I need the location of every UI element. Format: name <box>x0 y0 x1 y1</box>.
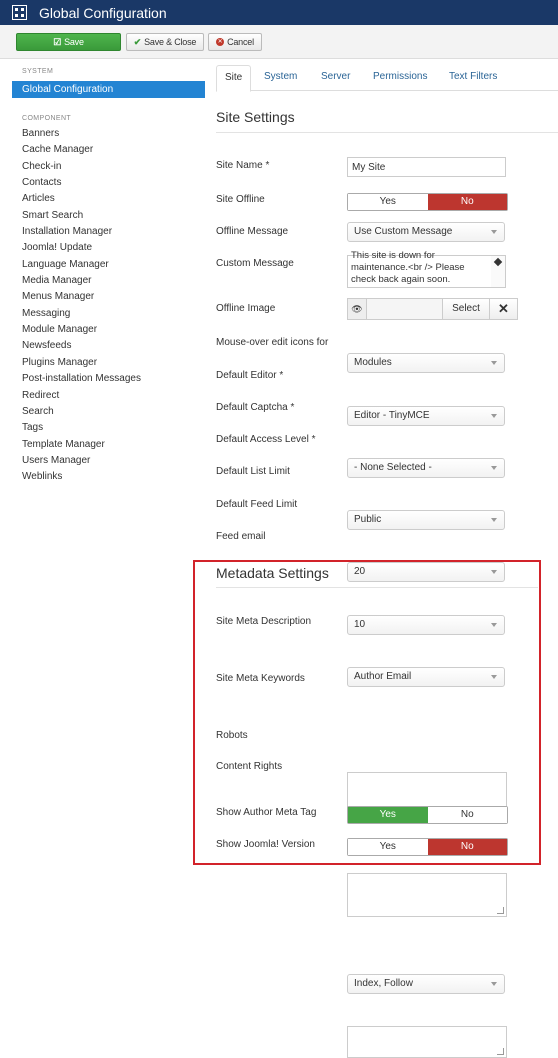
sidebar-heading-component: COMPONENT <box>22 115 72 122</box>
tab-text-filters[interactable]: Text Filters <box>449 71 498 82</box>
sidebar-item-tags[interactable]: Tags <box>22 422 44 434</box>
site-offline-no[interactable]: No <box>428 194 508 210</box>
tab-permissions[interactable]: Permissions <box>373 71 428 82</box>
offline-message-select[interactable] <box>347 222 505 242</box>
default-editor-select[interactable] <box>347 406 505 426</box>
default-captcha-value: - None Selected - <box>354 462 432 473</box>
save-close-label: Save & Close <box>144 37 197 47</box>
offline-image-path <box>367 298 443 320</box>
site-offline-yes[interactable]: Yes <box>348 194 428 210</box>
sidebar-item-weblinks[interactable]: Weblinks <box>22 471 63 483</box>
site-name-input[interactable]: My Site <box>347 157 506 177</box>
site-offline-label: Site Offline <box>216 194 265 205</box>
mouseover-icons-value: Modules <box>354 357 392 368</box>
sidebar-item-post-installation-messages[interactable]: Post-installation Messages <box>22 373 141 385</box>
feed-email-value: Author Email <box>354 671 412 682</box>
custom-message-label: Custom Message <box>216 258 294 269</box>
sidebar-item-contacts[interactable]: Contacts <box>22 177 62 189</box>
chevron-down-icon <box>491 982 497 986</box>
cancel-icon: ✕ <box>217 39 223 45</box>
title-bar <box>0 0 558 25</box>
sidebar-heading-system: SYSTEM <box>22 68 54 75</box>
meta-description-label: Site Meta Description <box>216 616 312 627</box>
sidebar-item-search[interactable]: Search <box>22 405 54 417</box>
sidebar-item-global-configuration[interactable]: Global Configuration <box>12 81 205 98</box>
offline-image-clear-button[interactable]: ✕ <box>490 298 518 320</box>
sidebar-item-joomla-update[interactable]: Joomla! Update <box>22 242 93 254</box>
check-icon: ✔ <box>133 36 142 47</box>
resize-grip-icon[interactable] <box>497 1048 504 1055</box>
eye-icon[interactable]: 👁 <box>347 298 367 320</box>
show-author-label: Show Author Meta Tag <box>216 807 317 818</box>
sidebar-item-articles[interactable]: Articles <box>22 193 55 205</box>
show-author-yes[interactable]: Yes <box>348 807 428 823</box>
metadata-settings-divider <box>216 587 538 588</box>
page-title: Global Configuration <box>39 4 167 21</box>
default-access-select[interactable] <box>347 510 505 530</box>
robots-select[interactable] <box>347 974 505 994</box>
show-version-label: Show Joomla! Version <box>216 839 315 850</box>
default-access-label: Default Access Level * <box>216 434 316 445</box>
sidebar-item-messaging[interactable]: Messaging <box>22 307 71 319</box>
sidebar-item-newsfeeds[interactable]: Newsfeeds <box>22 340 72 352</box>
default-access-value: Public <box>354 514 382 525</box>
grid-icon <box>12 5 27 20</box>
sidebar-item-cache-manager[interactable]: Cache Manager <box>22 144 94 156</box>
metadata-settings-heading: Metadata Settings <box>216 565 329 581</box>
save-icon: ☑ <box>53 36 62 47</box>
list-limit-value: 20 <box>354 566 366 577</box>
custom-message-textarea[interactable] <box>347 250 506 288</box>
content-rights-label: Content Rights <box>216 761 283 772</box>
tab-server[interactable]: Server <box>321 71 351 82</box>
site-settings-divider <box>216 132 558 133</box>
mouseover-icons-label: Mouse-over edit icons for <box>216 337 329 348</box>
feed-limit-label: Default Feed Limit <box>216 499 298 510</box>
sidebar-item-language-manager[interactable]: Language Manager <box>22 258 109 270</box>
sidebar-item-smart-search[interactable]: Smart Search <box>22 209 84 221</box>
chevron-down-icon <box>491 414 497 418</box>
save-close-button[interactable] <box>126 33 204 51</box>
default-editor-value: Editor - TinyMCE <box>354 410 430 421</box>
list-limit-label: Default List Limit <box>216 466 290 477</box>
tab-site[interactable]: Site <box>216 65 251 92</box>
offline-image-field <box>347 298 518 320</box>
offline-image-select-button[interactable]: Select <box>443 298 490 320</box>
sidebar-item-check-in[interactable]: Check-in <box>22 160 62 172</box>
tab-system[interactable]: System <box>264 71 298 82</box>
offline-image-label: Offline Image <box>216 303 276 314</box>
cancel-label: Cancel <box>227 37 254 47</box>
default-editor-label: Default Editor * <box>216 370 284 381</box>
resize-grip-icon[interactable] <box>497 907 504 914</box>
sidebar-item-plugins-manager[interactable]: Plugins Manager <box>22 356 98 368</box>
site-settings-heading: Site Settings <box>216 109 295 125</box>
sidebar-item-template-manager[interactable]: Template Manager <box>22 438 105 450</box>
default-captcha-label: Default Captcha * <box>216 402 295 413</box>
sidebar-component-list <box>12 126 205 486</box>
cancel-button[interactable] <box>208 33 262 51</box>
show-version-toggle[interactable] <box>347 838 508 856</box>
feed-email-label: Feed email <box>216 531 266 542</box>
sidebar <box>12 66 205 486</box>
show-version-no[interactable]: No <box>428 839 508 855</box>
offline-message-label: Offline Message <box>216 226 289 237</box>
chevron-down-icon <box>491 230 497 234</box>
default-captcha-select[interactable] <box>347 458 505 478</box>
tab-bar <box>216 65 558 91</box>
chevron-down-icon <box>491 518 497 522</box>
sidebar-item-media-manager[interactable]: Media Manager <box>22 275 92 287</box>
save-label: Save <box>64 37 84 47</box>
robots-value: Index, Follow <box>354 978 413 989</box>
meta-keywords-textarea[interactable] <box>347 873 507 917</box>
content-rights-textarea[interactable] <box>347 1026 507 1058</box>
show-version-yes[interactable]: Yes <box>348 839 428 855</box>
site-offline-toggle[interactable] <box>347 193 508 211</box>
meta-keywords-label: Site Meta Keywords <box>216 673 305 684</box>
robots-label: Robots <box>216 730 248 741</box>
offline-message-value: Use Custom Message <box>354 226 453 237</box>
sidebar-item-module-manager[interactable]: Module Manager <box>22 324 98 336</box>
toolbar <box>0 25 558 59</box>
save-button[interactable] <box>16 33 121 51</box>
sidebar-item-redirect[interactable]: Redirect <box>22 389 60 401</box>
sidebar-item-installation-manager[interactable]: Installation Manager <box>22 226 113 238</box>
show-author-toggle[interactable] <box>347 806 508 824</box>
site-name-label: Site Name * <box>216 160 270 171</box>
mouseover-icons-select[interactable] <box>347 353 505 373</box>
show-author-no[interactable]: No <box>428 807 508 823</box>
custom-message-text: This site is down for maintenance.<br /> Please check back again soon. <box>351 250 465 285</box>
sidebar-item-menus-manager[interactable]: Menus Manager <box>22 291 95 303</box>
chevron-down-icon <box>491 361 497 365</box>
sidebar-item-users-manager[interactable]: Users Manager <box>22 454 91 466</box>
feed-limit-value: 10 <box>354 619 366 630</box>
chevron-down-icon <box>491 466 497 470</box>
sidebar-item-banners[interactable]: Banners <box>22 128 60 139</box>
